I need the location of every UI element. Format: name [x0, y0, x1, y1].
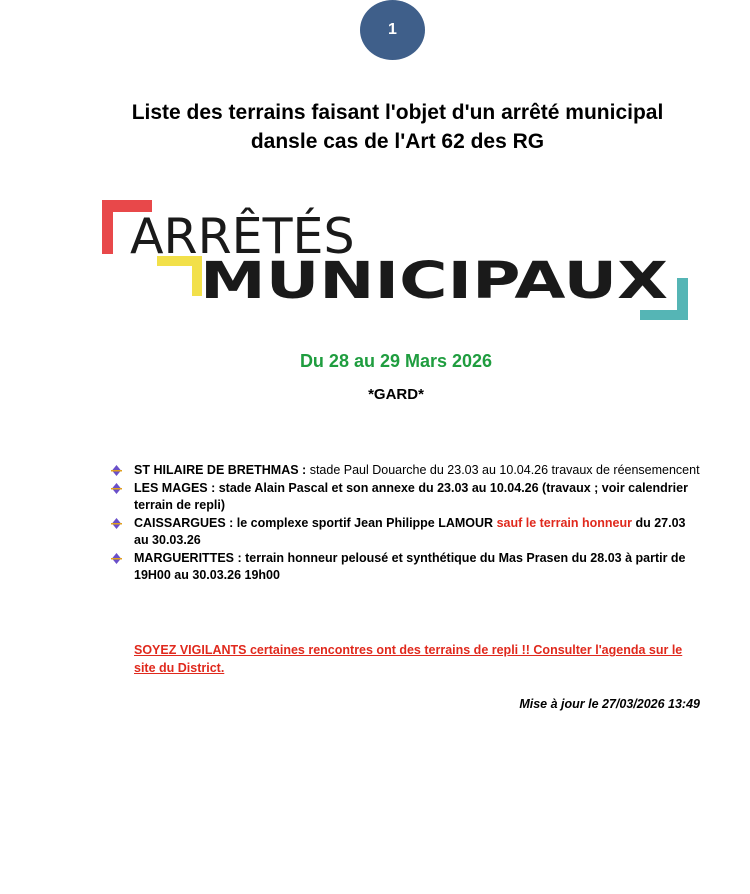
page-title	[60, 98, 735, 156]
list-item	[110, 550, 700, 585]
arrow-bullet-icon	[110, 552, 123, 565]
arretes-municipaux-logo	[100, 198, 690, 322]
page-number-badge	[360, 0, 425, 60]
arrow-bullet-icon	[110, 517, 123, 530]
title-line-2: dansle cas de l'Art 62 des RG	[250, 130, 545, 153]
last-update: Mise à jour le 27/03/2026 13:49	[519, 697, 700, 711]
item-label: MARGUERITTES : terrain honneur pelousé et synthétique du Mas Prasen du 28.03 à partir de 19H00 au 30.03.26 19h00	[134, 550, 686, 582]
logo-line-1: ARRÊTÉS	[130, 208, 355, 265]
list-item	[110, 480, 700, 515]
logo-line-2: MUNICIPAUX	[200, 252, 668, 311]
item-highlight: sauf le terrain honneur	[493, 515, 633, 530]
title-line-1: Liste des terrains faisant l'objet d'un arrêté municipal	[131, 101, 664, 124]
warning-link[interactable]: SOYEZ VIGILANTS certaines rencontres ont des terrains de repli !! Consulter l'agenda sur le site du District.	[134, 643, 683, 675]
item-text: du 27.03 au 30.03.26	[134, 515, 686, 547]
item-label: LES MAGES : stade Alain Pascal et son annexe du 23.03 au 10.04.26 (travaux ; voir calendrier terrain de repli)	[134, 480, 688, 512]
item-text: stade Paul Douarche du 23.03 au 10.04.26 travaux de réensemencent	[306, 463, 700, 477]
item-label: ST HILAIRE DE BRETHMAS :	[134, 463, 307, 477]
region-label: *GARD*	[368, 386, 424, 403]
item-label: CAISSARGUES : le complexe sportif Jean Philippe LAMOUR	[134, 515, 494, 530]
arrow-bullet-icon	[110, 464, 123, 477]
arrow-bullet-icon	[110, 482, 123, 495]
list-item	[110, 462, 700, 480]
date-range: Du 28 au 29 Mars 2026	[299, 351, 493, 371]
terrain-list	[110, 462, 700, 585]
list-item	[110, 515, 700, 550]
page-number: 1	[388, 21, 397, 38]
